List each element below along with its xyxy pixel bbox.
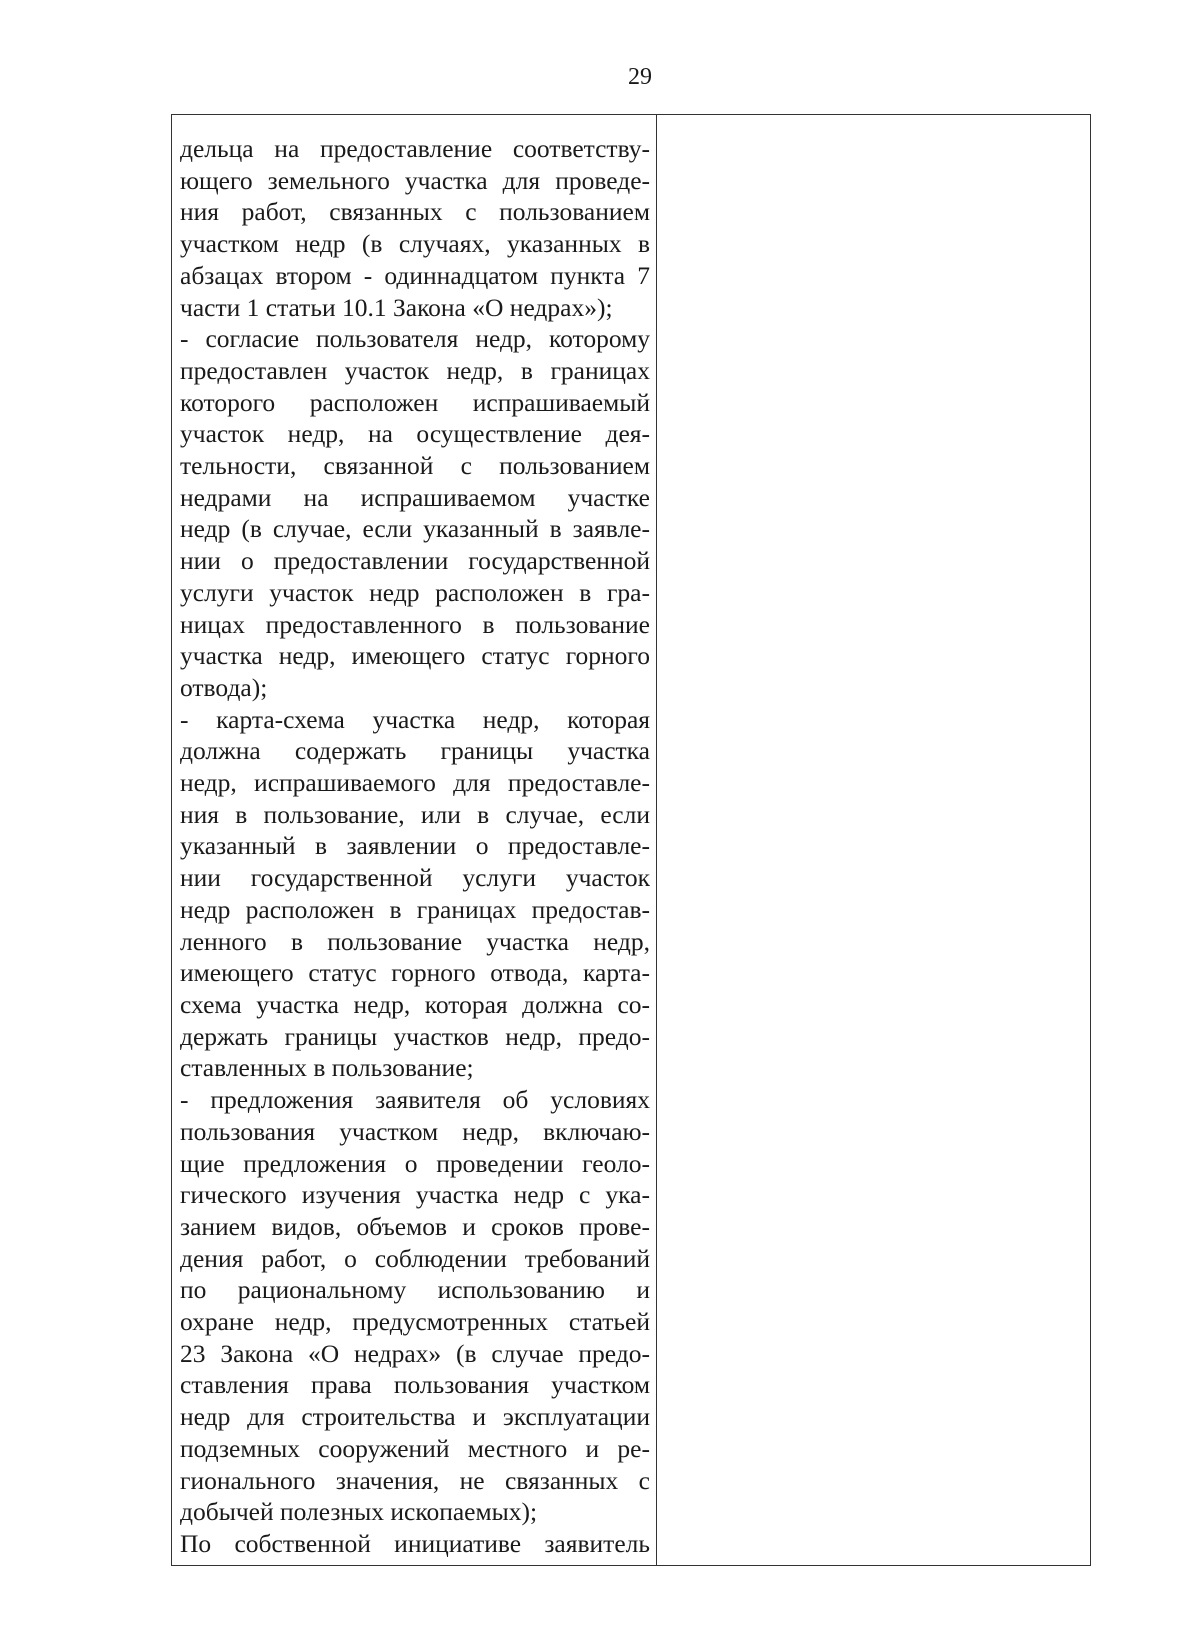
text-line: нии государственной услуги участок: [180, 863, 650, 893]
text-line: гического изучения участка недр с ука-: [180, 1180, 650, 1210]
text-line: имеющего статус горного отвода, карта-: [180, 958, 650, 988]
text-line: - предложения заявителя об условиях: [180, 1085, 650, 1115]
text-line: нии о предоставлении государственной: [180, 546, 650, 576]
text-line: недр для строительства и эксплуатации: [180, 1402, 650, 1432]
text-line: занием видов, объемов и сроков прове-: [180, 1211, 650, 1241]
text-line: ющего земельного участка для проведе-: [180, 165, 650, 195]
text-line: участка недр, имеющего статус горного: [180, 641, 650, 671]
text-line: дельца на предоставление соответству-: [180, 134, 650, 163]
document-table: [171, 114, 1091, 1566]
text-line: - карта-схема участка недр, которая: [180, 704, 650, 734]
text-line: услуги участок недр расположен в гра-: [180, 577, 650, 607]
page-number: 29: [628, 64, 652, 90]
text-line: добычей полезных ископаемых);: [180, 1497, 538, 1527]
text-line: схема участка недр, которая должна со-: [180, 989, 650, 1019]
text-line: отвода);: [180, 672, 268, 702]
text-line: - согласие пользователя недр, которому: [180, 324, 650, 354]
text-line: ставления права пользования участком: [180, 1370, 650, 1400]
text-line: которого расположен испрашиваемый: [180, 387, 650, 417]
text-line: недр, испрашиваемого для предоставле-: [180, 768, 650, 798]
text-line: недр (в случае, если указанный в заявле-: [180, 514, 650, 544]
text-line: подземных сооружений местного и ре-: [180, 1433, 650, 1463]
text-line: держать границы участков недр, предо-: [180, 1021, 650, 1051]
text-line: предоставлен участок недр, в границах: [180, 355, 650, 385]
table-cell-left: [172, 115, 657, 1565]
text-line: пользования участком недр, включаю-: [180, 1116, 650, 1146]
text-line: участок недр, на осуществление дея-: [180, 419, 650, 449]
text-line: недрами на испрашиваемом участке: [180, 482, 650, 512]
text-line: ницах предоставленного в пользование: [180, 609, 650, 639]
text-line: ния работ, связанных с пользованием: [180, 197, 650, 227]
table-cell-right: [657, 115, 1090, 1565]
text-line: охране недр, предусмотренных статьей: [180, 1307, 650, 1337]
text-line: ния в пользование, или в случае, если: [180, 799, 650, 829]
text-line: указанный в заявлении о предоставле-: [180, 831, 650, 861]
text-line: ставленных в пользование;: [180, 1053, 474, 1083]
text-line: По собственной инициативе заявитель: [180, 1528, 650, 1558]
text-line: по рациональному использованию и: [180, 1275, 650, 1305]
text-line: участком недр (в случаях, указанных в: [180, 229, 650, 259]
text-line: дения работ, о соблюдении требований: [180, 1243, 650, 1273]
text-line: щие предложения о проведении геоло-: [180, 1148, 650, 1178]
text-line: части 1 статьи 10.1 Закона «О недрах»);: [180, 292, 613, 322]
text-line: гионального значения, не связанных с: [180, 1465, 650, 1495]
text-line: недр расположен в границах предостав-: [180, 894, 650, 924]
text-line: должна содержать границы участка: [180, 736, 650, 766]
text-line: абзацах втором - одиннадцатом пункта 7: [180, 260, 650, 290]
text-line: 23 Закона «О недрах» (в случае предо-: [180, 1338, 650, 1368]
text-line: тельности, связанной с пользованием: [180, 451, 650, 481]
text-line: ленного в пользование участка недр,: [180, 926, 650, 956]
